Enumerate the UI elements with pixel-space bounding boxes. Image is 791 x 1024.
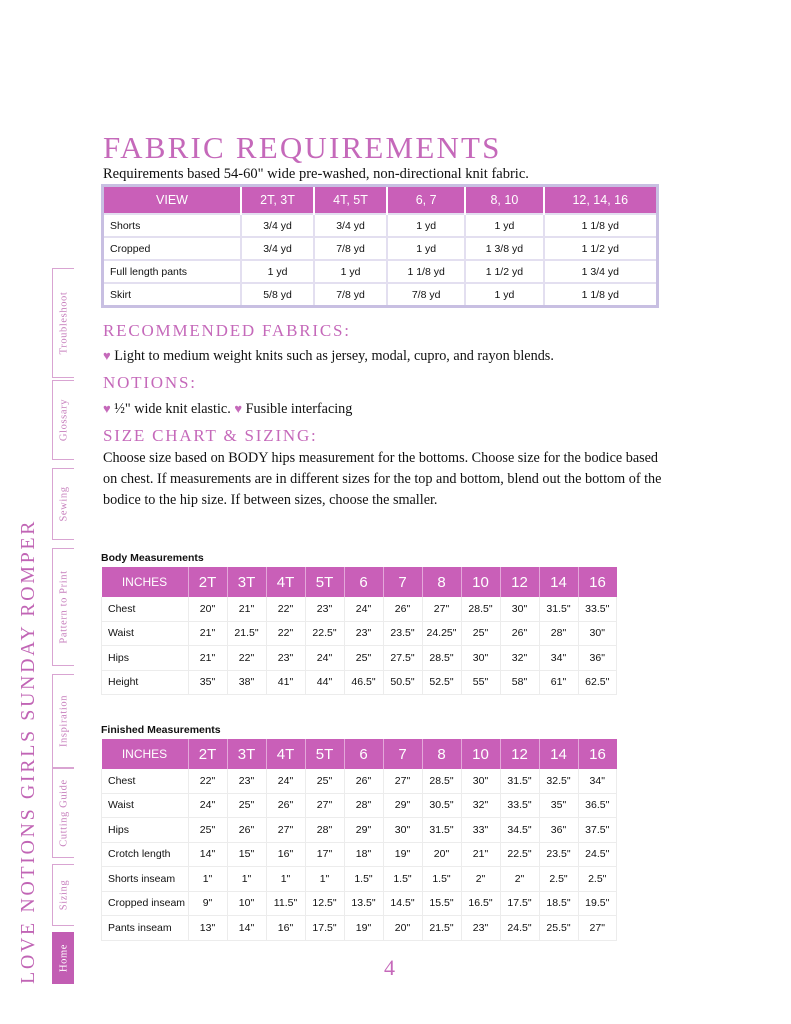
column-header: 4T — [266, 567, 305, 597]
column-header: INCHES — [102, 567, 189, 597]
table-cell: 1 1/2 yd — [544, 237, 657, 260]
table-cell: 10" — [227, 891, 266, 916]
table-cell: 29" — [344, 818, 383, 843]
column-header: 2T — [188, 739, 227, 769]
table-cell: 55" — [461, 670, 500, 695]
table-row — [102, 769, 617, 793]
table-cell: 62.5" — [578, 670, 617, 695]
table-cell: 32" — [500, 646, 539, 671]
table-cell: 33.5" — [578, 597, 617, 621]
notion-item-elastic: ½" wide knit elastic. — [114, 401, 231, 417]
table-cell: 14" — [227, 916, 266, 941]
row-label: Shorts inseam — [102, 867, 189, 892]
finished-measurements-table — [101, 739, 617, 941]
notion-item-interfacing: Fusible interfacing — [245, 401, 353, 417]
column-header: INCHES — [102, 739, 189, 769]
table-cell: 18" — [344, 842, 383, 867]
tab-sizing[interactable] — [52, 864, 74, 926]
column-header: VIEW — [104, 187, 241, 214]
table-cell: 19" — [344, 916, 383, 941]
table-cell: 20" — [188, 597, 227, 621]
table-cell: 17.5" — [500, 891, 539, 916]
table-cell: 1" — [227, 867, 266, 892]
table-cell: 27.5" — [383, 646, 422, 671]
row-label: Cropped inseam — [102, 891, 189, 916]
table-cell: 2" — [500, 867, 539, 892]
table-cell: 24.25" — [422, 621, 461, 646]
finished-measurements-title: Finished Measurements — [101, 724, 221, 736]
table-cell: 20" — [422, 842, 461, 867]
table-cell: 50.5" — [383, 670, 422, 695]
table-cell: 58" — [500, 670, 539, 695]
table-cell: 14.5" — [383, 891, 422, 916]
table-cell: 36" — [539, 818, 578, 843]
table-cell: 24" — [188, 793, 227, 818]
table-cell: 35" — [188, 670, 227, 695]
table-header-row — [102, 739, 617, 769]
table-cell: 36" — [578, 646, 617, 671]
fabric-table-frame — [101, 184, 659, 308]
recommended-heading: RECOMMENDED FABRICS: — [103, 321, 351, 340]
column-header: 10 — [461, 739, 500, 769]
table-cell: 1" — [188, 867, 227, 892]
notions-heading: NOTIONS: — [103, 373, 197, 392]
table-cell: 24" — [344, 597, 383, 621]
table-cell: 34.5" — [500, 818, 539, 843]
tab-home[interactable] — [52, 932, 74, 984]
table-cell: 28" — [539, 621, 578, 646]
table-cell: 5/8 yd — [241, 283, 314, 305]
table-cell: 1 1/8 yd — [544, 283, 657, 305]
table-cell: 35" — [539, 793, 578, 818]
column-header: 8, 10 — [465, 187, 543, 214]
table-cell: 1 1/2 yd — [465, 260, 543, 283]
table-cell: 30" — [500, 597, 539, 621]
table-cell: 21" — [188, 621, 227, 646]
heart-icon: ♥ — [234, 401, 243, 416]
table-cell: 33" — [461, 818, 500, 843]
table-cell: 26" — [227, 818, 266, 843]
table-row — [104, 237, 656, 260]
table-cell: 21.5" — [227, 621, 266, 646]
table-cell: 1 yd — [314, 260, 387, 283]
table-cell: 2.5" — [539, 867, 578, 892]
table-cell: 17" — [305, 842, 344, 867]
column-header: 6 — [344, 567, 383, 597]
table-cell: 23.5" — [539, 842, 578, 867]
table-cell: 41" — [266, 670, 305, 695]
tab-label: Cutting Guide — [58, 779, 69, 847]
table-cell: 1" — [305, 867, 344, 892]
table-cell: 22" — [227, 646, 266, 671]
table-cell: 25" — [188, 818, 227, 843]
row-label: Hips — [102, 646, 189, 671]
table-cell: 30.5" — [422, 793, 461, 818]
column-header: 12 — [500, 567, 539, 597]
column-header: 14 — [539, 567, 578, 597]
table-cell: 13" — [188, 916, 227, 941]
table-cell: 46.5" — [344, 670, 383, 695]
table-cell: 9" — [188, 891, 227, 916]
table-cell: 30" — [461, 646, 500, 671]
table-cell: 25" — [344, 646, 383, 671]
recommended-text: Light to medium weight knits such as jersey, modal, cupro, and rayon blends. — [114, 348, 554, 364]
table-cell: 30" — [461, 769, 500, 793]
column-header: 10 — [461, 567, 500, 597]
body-measurements-table — [101, 567, 617, 695]
table-row — [102, 670, 617, 695]
table-row — [102, 916, 617, 941]
table-cell: 21" — [461, 842, 500, 867]
table-cell: 30" — [383, 818, 422, 843]
fabric-requirements-table — [104, 187, 656, 305]
table-cell: 15.5" — [422, 891, 461, 916]
table-row — [104, 260, 656, 283]
document-vertical-title: LOVE NOTIONS GIRLS SUNDAY ROMPER — [17, 518, 39, 984]
table-cell: 2.5" — [578, 867, 617, 892]
column-header: 12, 14, 16 — [544, 187, 657, 214]
column-header: 5T — [305, 567, 344, 597]
tab-label: Inspiration — [58, 694, 69, 748]
column-header: 8 — [422, 739, 461, 769]
tab-glossary[interactable] — [52, 380, 74, 460]
table-cell: 28.5" — [422, 769, 461, 793]
table-cell: 3/4 yd — [241, 214, 314, 237]
table-row — [102, 891, 617, 916]
table-cell: 22.5" — [305, 621, 344, 646]
table-cell: 19.5" — [578, 891, 617, 916]
table-cell: 23" — [266, 646, 305, 671]
table-cell: 20" — [383, 916, 422, 941]
row-label: Pants inseam — [102, 916, 189, 941]
table-row — [102, 597, 617, 621]
heart-icon: ♥ — [103, 401, 111, 416]
table-cell: 1 1/8 yd — [544, 214, 657, 237]
page-number: 4 — [384, 955, 395, 980]
row-label: Hips — [102, 818, 189, 843]
row-label: Cropped — [104, 237, 241, 260]
table-row — [102, 842, 617, 867]
tab-label: Pattern to Print — [58, 570, 69, 644]
table-cell: 7/8 yd — [314, 237, 387, 260]
table-header-row — [102, 567, 617, 597]
table-cell: 21" — [188, 646, 227, 671]
table-cell: 44" — [305, 670, 344, 695]
tab-cutting-guide[interactable] — [52, 768, 74, 858]
table-cell: 31.5" — [500, 769, 539, 793]
table-cell: 37.5" — [578, 818, 617, 843]
tab-troubleshoot[interactable] — [52, 268, 74, 378]
column-header: 4T — [266, 739, 305, 769]
table-cell: 11.5" — [266, 891, 305, 916]
table-cell: 26" — [500, 621, 539, 646]
table-cell: 36.5" — [578, 793, 617, 818]
table-cell: 1 yd — [465, 283, 543, 305]
table-cell: 1 1/8 yd — [387, 260, 465, 283]
table-cell: 33.5" — [500, 793, 539, 818]
table-cell: 32.5" — [539, 769, 578, 793]
row-label: Crotch length — [102, 842, 189, 867]
column-header: 14 — [539, 739, 578, 769]
table-cell: 15" — [227, 842, 266, 867]
fabric-subheading: Requirements based 54-60" wide pre-washed, non-directional knit fabric. — [103, 166, 529, 182]
table-cell: 52.5" — [422, 670, 461, 695]
table-row — [104, 283, 656, 305]
table-cell: 28.5" — [422, 646, 461, 671]
table-cell: 22.5" — [500, 842, 539, 867]
table-cell: 14" — [188, 842, 227, 867]
column-header: 7 — [383, 567, 422, 597]
table-cell: 25" — [305, 769, 344, 793]
notions-line — [103, 398, 663, 420]
table-cell: 1 3/8 yd — [465, 237, 543, 260]
size-chart-heading: SIZE CHART & SIZING: — [103, 426, 318, 445]
row-label: Full length pants — [104, 260, 241, 283]
table-cell: 27" — [422, 597, 461, 621]
table-cell: 16" — [266, 842, 305, 867]
table-cell: 1 yd — [241, 260, 314, 283]
table-cell: 16.5" — [461, 891, 500, 916]
row-label: Height — [102, 670, 189, 695]
table-cell: 31.5" — [539, 597, 578, 621]
table-cell: 28" — [344, 793, 383, 818]
table-cell: 23" — [344, 621, 383, 646]
table-cell: 17.5" — [305, 916, 344, 941]
table-cell: 19" — [383, 842, 422, 867]
sizing-instructions: Choose size based on BODY hips measurement for the bottoms. Choose size for the bodice based on chest. If measurements are in different sizes for the top and bottom, blend out the bottom of the bodice to the hip size. If between sizes, choose the smaller. — [103, 450, 662, 508]
table-cell: 23.5" — [383, 621, 422, 646]
table-cell: 24" — [305, 646, 344, 671]
table-cell: 3/4 yd — [314, 214, 387, 237]
table-cell: 26" — [266, 793, 305, 818]
table-cell: 27" — [266, 818, 305, 843]
column-header: 4T, 5T — [314, 187, 387, 214]
table-cell: 27" — [305, 793, 344, 818]
table-row — [104, 214, 656, 237]
tab-label: Troubleshoot — [58, 291, 69, 355]
table-cell: 27" — [578, 916, 617, 941]
recommended-text-line — [103, 345, 703, 367]
tab-inspiration[interactable] — [52, 674, 74, 768]
table-cell: 28.5" — [461, 597, 500, 621]
column-header: 2T — [188, 567, 227, 597]
table-cell: 1 3/4 yd — [544, 260, 657, 283]
table-cell: 34" — [578, 769, 617, 793]
table-cell: 24.5" — [500, 916, 539, 941]
row-label: Waist — [102, 621, 189, 646]
table-cell: 13.5" — [344, 891, 383, 916]
table-cell: 25" — [461, 621, 500, 646]
table-cell: 30" — [578, 621, 617, 646]
column-header: 3T — [227, 567, 266, 597]
table-cell: 23" — [305, 597, 344, 621]
table-row — [102, 646, 617, 671]
table-cell: 23" — [461, 916, 500, 941]
tab-sewing[interactable] — [52, 468, 74, 540]
table-cell: 1 yd — [465, 214, 543, 237]
table-cell: 1" — [266, 867, 305, 892]
column-header: 5T — [305, 739, 344, 769]
column-header: 3T — [227, 739, 266, 769]
table-cell: 1 yd — [387, 214, 465, 237]
table-cell: 22" — [266, 621, 305, 646]
table-cell: 12.5" — [305, 891, 344, 916]
column-header: 8 — [422, 567, 461, 597]
column-header: 2T, 3T — [241, 187, 314, 214]
table-cell: 1.5" — [383, 867, 422, 892]
column-header: 7 — [383, 739, 422, 769]
table-cell: 2" — [461, 867, 500, 892]
column-header: 6, 7 — [387, 187, 465, 214]
table-cell: 7/8 yd — [387, 283, 465, 305]
column-header: 12 — [500, 739, 539, 769]
table-cell: 21" — [227, 597, 266, 621]
table-row — [102, 793, 617, 818]
table-cell: 28" — [305, 818, 344, 843]
table-cell: 16" — [266, 916, 305, 941]
table-cell: 24.5" — [578, 842, 617, 867]
column-header: 16 — [578, 739, 617, 769]
row-label: Chest — [102, 769, 189, 793]
table-cell: 61" — [539, 670, 578, 695]
tab-label: Sewing — [58, 486, 69, 522]
table-cell: 21.5" — [422, 916, 461, 941]
table-cell: 18.5" — [539, 891, 578, 916]
tab-label: Glossary — [58, 398, 69, 442]
table-row — [102, 867, 617, 892]
side-tab-nav — [52, 268, 74, 985]
table-cell: 7/8 yd — [314, 283, 387, 305]
column-header: 16 — [578, 567, 617, 597]
row-label: Waist — [102, 793, 189, 818]
table-cell: 26" — [383, 597, 422, 621]
table-cell: 29" — [383, 793, 422, 818]
table-cell: 32" — [461, 793, 500, 818]
table-row — [102, 818, 617, 843]
table-cell: 23" — [227, 769, 266, 793]
heart-icon: ♥ — [103, 348, 111, 363]
table-cell: 24" — [266, 769, 305, 793]
page-title: FABRIC REQUIREMENTS — [103, 130, 502, 165]
column-header: 6 — [344, 739, 383, 769]
table-cell: 22" — [266, 597, 305, 621]
table-row — [102, 621, 617, 646]
row-label: Skirt — [104, 283, 241, 305]
table-cell: 3/4 yd — [241, 237, 314, 260]
table-cell: 1.5" — [344, 867, 383, 892]
tab-pattern-to-print[interactable] — [52, 548, 74, 666]
table-cell: 25.5" — [539, 916, 578, 941]
table-cell: 22" — [188, 769, 227, 793]
tab-label: Sizing — [58, 879, 69, 911]
tab-label: Home — [58, 943, 69, 973]
table-header-row — [104, 187, 656, 214]
row-label: Chest — [102, 597, 189, 621]
table-cell: 1.5" — [422, 867, 461, 892]
table-cell: 31.5" — [422, 818, 461, 843]
row-label: Shorts — [104, 214, 241, 237]
table-cell: 1 yd — [387, 237, 465, 260]
table-cell: 26" — [344, 769, 383, 793]
table-cell: 27" — [383, 769, 422, 793]
body-measurements-title: Body Measurements — [101, 552, 204, 564]
table-cell: 34" — [539, 646, 578, 671]
table-cell: 25" — [227, 793, 266, 818]
table-cell: 38" — [227, 670, 266, 695]
